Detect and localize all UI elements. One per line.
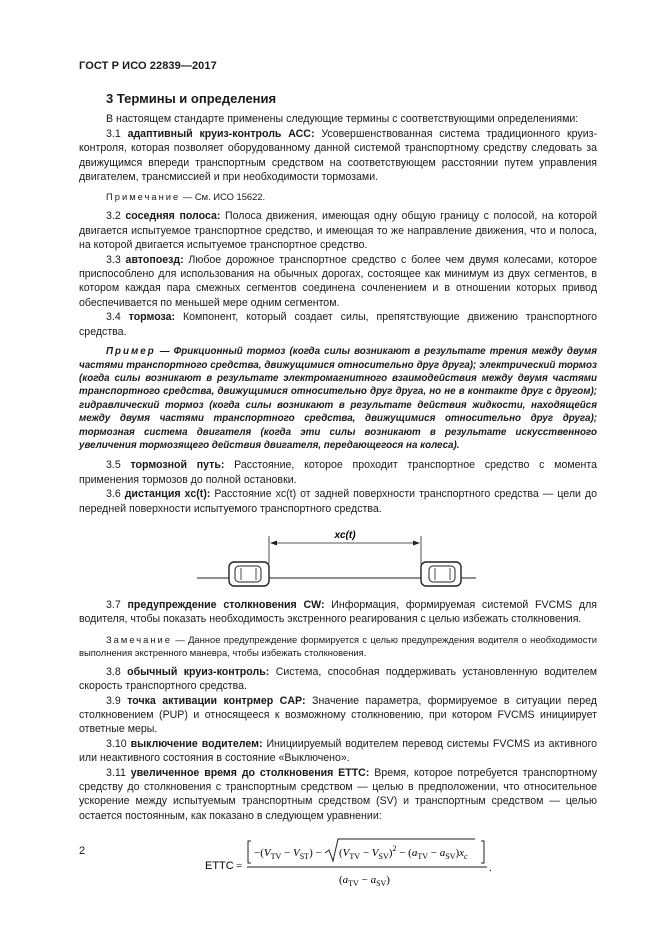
- note-3-7: Замечание — Данное предупреждение формируется с целью предупреждения водителя о необходимости выполнения экстренного маневра, чтобы избежать столкновения.: [79, 633, 597, 658]
- term-3-10: 3.10 выключение водителем: Инициируемый водителем перевод системы FVCMS из активного или неактивного состояния в состояние «Выключено».: [79, 737, 597, 765]
- term-3-5: 3.5 тормозной путь: Расстояние, которое проходит транспортное средство с момента применения тормозов до полной остановки.: [79, 459, 597, 486]
- distance-label: xc(t): [334, 529, 356, 541]
- term-3-9: 3.9 точка активации контрмер CAP: Значение параметра, формируемое в ситуации перед столкновением (PUP) и относящееся к возможному столкновению, при котором FVCMS инициирует ответные меры.: [79, 694, 597, 736]
- page-content: [79, 92, 597, 903]
- term-3-6: 3.6 дистанция xc(t): Расстояние xc(t) от задней поверхности транспортного средства — цели до передней поверхности испытуемого транспортного средства.: [79, 488, 597, 515]
- right-bracket: [481, 841, 484, 863]
- distance-diagram: [79, 526, 597, 590]
- page-number: 2: [79, 845, 86, 857]
- numerator-part2: $(V_{TV} - V_{SV})^2 - (a_{TV} - a_{SV})x_c$: [339, 844, 468, 862]
- ettc-formula-svg: [79, 831, 597, 903]
- term-3-8: 3.8 обычный круиз-контроль: Система, способная поддерживать установленную водителем скорость транспортного средства.: [79, 665, 598, 693]
- document-header: ГОСТ Р ИСО 22839—2017: [79, 60, 217, 72]
- formula-lhs: ETTC: [205, 860, 234, 873]
- formula-rel: =: [236, 860, 243, 873]
- distance-diagram-svg: [79, 526, 597, 590]
- intro-paragraph: В настоящем стандарте применены следующие термины с соответствующими определениями:: [106, 113, 579, 126]
- term-3-4: 3.4 тормоза: Компонент, который создает силы, препятствующие движению транспортного средства.: [79, 311, 597, 338]
- term-3-1: 3.1 адаптивный круиз-контроль АСС: Усовершенствованная система традиционного круиз-контроля, которая позволяет оборудованному данной системой транспортному средству следовать за движущимся впереди транспортным средством на соответствующем расстоянии путем управления двигателем, трансмиссией и при необходимости тормозами.: [79, 127, 598, 184]
- ettc-formula: [79, 831, 597, 903]
- subject-vehicle-icon: [421, 562, 461, 586]
- example-3-4: Пример — Фрикционный тормоз (когда силы возникают в результате трения между двумя частями транспортного средства, движущимися относительно друг друга); электрический тормоз (когда силы возникают в результате электромагнитного взаимодействия между двумя частями транспортного средства, движущимися относительно друг друга, но не в контакте друг с другом); гидравлический тормоз (когда силы возникают в результате действия жидкости, находящейся между двумя частями транспортного средства, движущимися относительно друг друга); тормозная система двигателя (когда эти силы возникают в результате искусственного увеличения тормозящего действия двигателя, передающегося на колеса).: [79, 346, 597, 451]
- left-bracket: [248, 841, 251, 863]
- right-arrowhead: [413, 540, 420, 545]
- term-3-2: 3.2 соседняя полоса: Полоса движения, имеющая одну общую границу с полосой, на которой двигается испытуемое транспортное средство, и имеющая то же направление движения, что и полоса, на которой двигается испытуемое транспортное средство.: [79, 210, 598, 252]
- left-arrowhead: [270, 540, 277, 545]
- denominator: $(a_{TV} - a_{SV})$: [339, 874, 390, 889]
- note-3-1: Примечание — См. ИСО 15622.: [106, 191, 266, 203]
- term-3-11: 3.11 увеличенное время до столкновения ETTC: Время, которое потребуется транспортному средству до столкновения с транспортным средством — целью в предположении, что относительное ускорение между испытуемым транспортным средством (SV) и транспортным средством — целью остается постоянным, как показано в следующем уравнении:: [79, 766, 597, 822]
- numerator-part1: $-(V_{TV} - V_{ST})$ −: [254, 847, 322, 862]
- formula-end: .: [489, 862, 492, 875]
- term-3-7: 3.7 предупреждение столкновения CW: Информация, формируемая системой FVCMS для водителя, чтобы показать необходимость экстренного реагирования с целью избежать столкновения.: [79, 598, 598, 626]
- target-vehicle-icon: [229, 562, 269, 586]
- term-3-3: 3.3 автопоезд: Любое дорожное транспортное средство с более чем двумя колесами, которое приспособлено для использования на обычных дорогах, состоящее как минимум из двух сегментов, в котором каждая пара смежных сегментов соединена сочленением и в отношении которых привод обеспечивается по меньшей мере одним сегментом.: [79, 253, 598, 309]
- section-title: 3 Термины и определения: [106, 91, 277, 106]
